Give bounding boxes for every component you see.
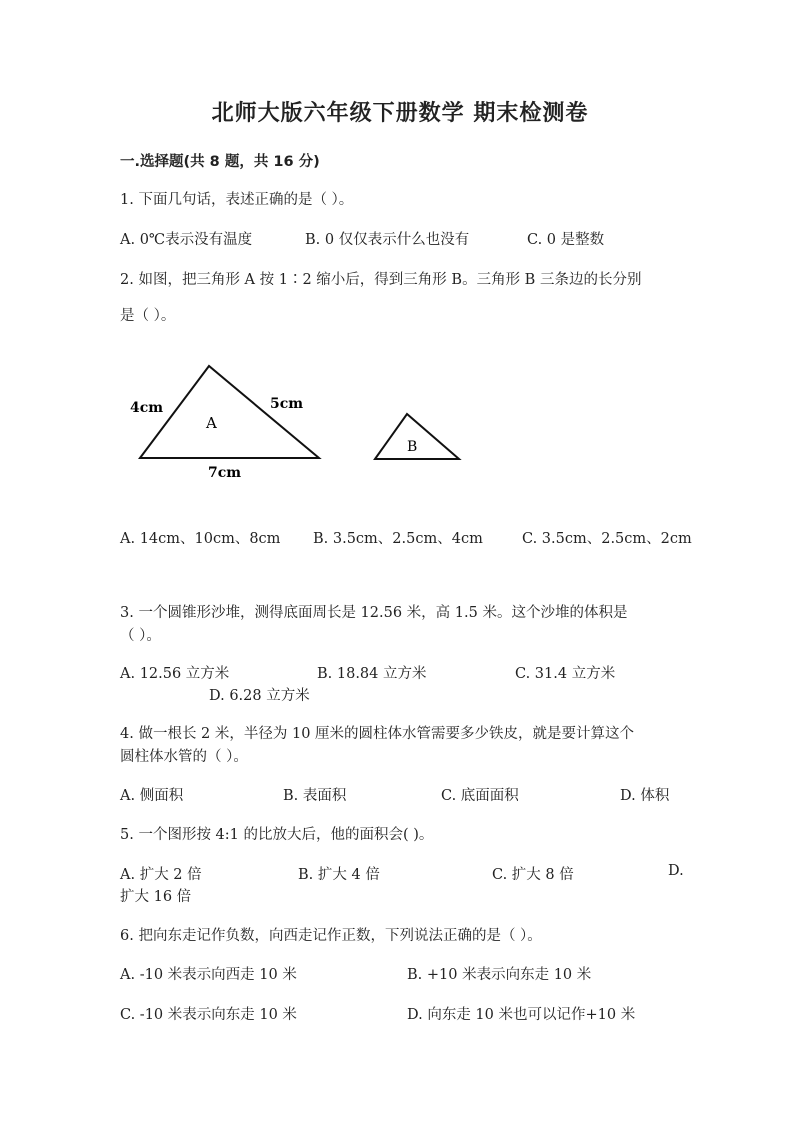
question-1-stem: 1. 下面几句话，表述正确的是（ ）。: [120, 192, 354, 208]
question-5-option-a: A. 扩大 2 倍: [120, 867, 202, 883]
triangle-a-base-label: 7cm: [208, 465, 242, 481]
question-5-stem: 5. 一个图形按 4:1 的比放大后，他的面积会( )。: [120, 827, 434, 843]
question-3-stem-line-2: （ ）。: [120, 628, 161, 644]
triangle-a-right-side-label: 5cm: [270, 396, 304, 412]
question-1-option-b: B. 0 仅仅表示什么也没有: [305, 232, 470, 248]
question-5-option-b: B. 扩大 4 倍: [298, 867, 380, 883]
question-5-option-d-continued: 扩大 16 倍: [120, 889, 192, 905]
question-2-option-c: C. 3.5cm、2.5cm、2cm: [522, 531, 692, 547]
question-6-option-a: A. -10 米表示向西走 10 米: [120, 967, 297, 983]
question-6-option-c: C. -10 米表示向东走 10 米: [120, 1007, 297, 1023]
triangle-figure: [110, 350, 490, 490]
question-5-option-d: D.: [668, 863, 684, 879]
question-3-option-d: D. 6.28 立方米: [209, 688, 310, 704]
question-1-option-c: C. 0 是整数: [527, 232, 605, 248]
page-title: 北师大版六年级下册数学 期末检测卷: [211, 101, 589, 126]
question-1-option-a: A. 0℃表示没有温度: [120, 232, 253, 248]
question-2-option-b: B. 3.5cm、2.5cm、4cm: [313, 531, 483, 547]
question-4-stem-line-2: 圆柱体水管的（ ）。: [120, 749, 248, 765]
question-3-option-c: C. 31.4 立方米: [515, 666, 616, 682]
question-3-option-b: B. 18.84 立方米: [317, 666, 427, 682]
question-6-stem: 6. 把向东走记作负数，向西走记作正数，下列说法正确的是（ ）。: [120, 928, 542, 944]
question-2-stem-line-2: 是（ ）。: [120, 308, 176, 324]
triangle-a-label: A: [206, 414, 217, 432]
question-4-option-a: A. 侧面积: [120, 788, 184, 804]
question-4-stem-line-1: 4. 做一根长 2 米，半径为 10 厘米的圆柱体水管需要多少铁皮，就是要计算这个: [120, 726, 635, 742]
question-4-option-c: C. 底面面积: [441, 788, 519, 804]
question-4-option-d: D. 体积: [620, 788, 670, 804]
triangle-b-label: B: [407, 439, 418, 455]
question-3-option-a: A. 12.56 立方米: [120, 666, 230, 682]
question-2-stem-line-1: 2. 如图，把三角形 A 按 1∶2 缩小后，得到三角形 B。三角形 B 三条边的长分别: [120, 272, 642, 288]
question-3-stem-line-1: 3. 一个圆锥形沙堆，测得底面周长是 12.56 米，高 1.5 米。这个沙堆的体积是: [120, 605, 628, 621]
question-4-option-b: B. 表面积: [283, 788, 347, 804]
question-6-option-b: B. +10 米表示向东走 10 米: [407, 967, 592, 983]
question-5-option-c: C. 扩大 8 倍: [492, 867, 574, 883]
triangle-a: [140, 366, 319, 458]
triangle-a-left-side-label: 4cm: [130, 400, 164, 416]
question-2-option-a: A. 14cm、10cm、8cm: [120, 531, 281, 547]
question-6-option-d: D. 向东走 10 米也可以记作+10 米: [407, 1007, 636, 1023]
section-heading: 一.选择题(共 8 题，共 16 分): [120, 154, 320, 170]
